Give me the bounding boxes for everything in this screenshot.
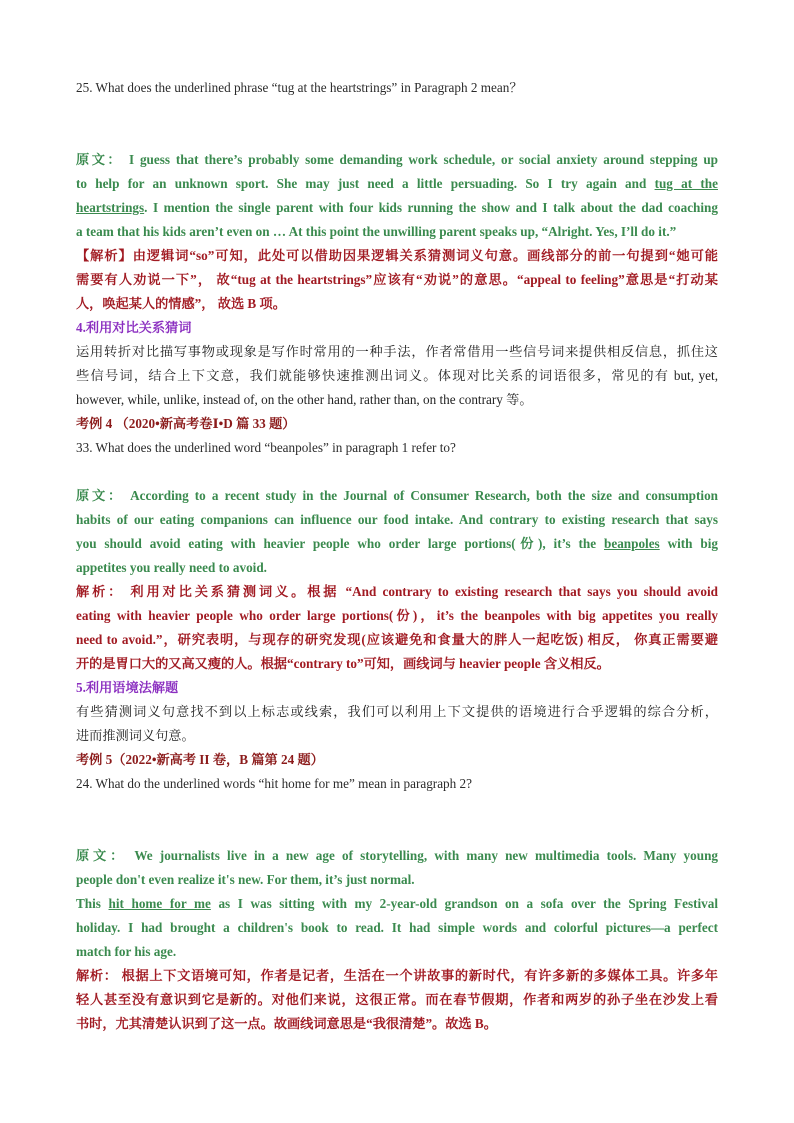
analysis-text-line: 开的是胃口大的又高又瘦的人。根据“contrary to”可知，画线词与 heavier people 含义相反。	[76, 656, 610, 671]
section-heading: 5.利用语境法解题	[76, 680, 179, 695]
question-24-stem: 24. What do the underlined words “hit home for me” mean in paragraph 2?	[76, 776, 472, 791]
analysis-text-line: 需要有人劝说一下”， 故“tug at the heartstrings”应该有“劝说”的意思。“appeal to feeling”意思是“打动某	[76, 272, 718, 287]
source-text-line: 原文： I guess that there’s probably some demanding work schedule, or social anxiety around stepping up	[76, 152, 718, 167]
analysis-text-line: 人，唤起某人的情感”， 故选 B 项。	[76, 296, 286, 311]
analysis-text-line: 书时，尤其清楚认识到了这一点。故画线词意思是“我很清楚”。故选 B。	[76, 1016, 497, 1031]
example-label: 考例 4 （2020•新高考卷Ⅰ•D 篇 33 题）	[76, 416, 296, 431]
example-label: 考例 5（2022•新高考 II 卷，B 篇第 24 题）	[76, 752, 324, 767]
source-text-line: holiday. I had brought a children's book to read. It had simple words and colorful pictures—a perfect	[76, 920, 718, 935]
source-text-line: appetites you really need to avoid.	[76, 560, 267, 575]
source-text-line: match for his age.	[76, 944, 177, 959]
paragraph-line: however, while, unlike, instead of, on the other hand, rather than, on the contrary 等。	[76, 392, 533, 407]
source-text-line: a team that his kids aren’t even on … At this point the unwilling parent speaks up, “Alright. Yes, I’ll do it.”	[76, 224, 677, 239]
source-text-line: habits of our eating companions can influence our food intake. And contrary to existing research that says	[76, 512, 718, 527]
analysis-text-line: need to avoid.”，研究表明，与现存的研究发现(应该避免和食量大的胖人一起吃饭) 相反， 你真正需要避	[76, 632, 718, 647]
question-33-stem: 33. What does the underlined word “beanpoles” in paragraph 1 refer to?	[76, 440, 456, 455]
underlined-phrase: hit home for me	[108, 896, 211, 911]
source-text-line: This hit home for me as I was sitting with my 2-year-old grandson on a sofa over the Spring Festival	[76, 896, 718, 911]
underlined-phrase: beanpoles	[604, 536, 660, 551]
source-text-line: you should avoid eating with heavier people who order large portions(份), it’s the beanpoles with big	[76, 536, 718, 551]
analysis-text-line: eating with heavier people who order large portions(份)，it’s the beanpoles with big appetites you really	[76, 608, 718, 623]
paragraph-line: 些信号词，结合上下文意，我们就能够快速推测出词义。体现对比关系的词语很多，常见的有 but, yet,	[76, 368, 718, 383]
analysis-text-line: 解析： 根据上下文语境可知，作者是记者，生活在一个讲故事的新时代，有许多新的多媒体工具。许多年	[76, 968, 718, 983]
analysis-text-line: 轻人甚至没有意识到它是新的。对他们来说，这很正常。而在春节假期，作者和两岁的孙子坐在沙发上看	[76, 992, 718, 1007]
source-text-line: 原文： We journalists live in a new age of storytelling, with many new multimedia tools. Many young	[76, 848, 718, 863]
analysis-text-line: 【解析】由逻辑词“so”可知，此处可以借助因果逻辑关系猜测词义句意。画线部分的前一句提到“她可能	[76, 248, 718, 263]
underlined-phrase: tug at the	[654, 176, 718, 191]
source-text-line: heartstrings. I mention the single parent with four kids running the show and I talk about the dad coaching	[76, 200, 718, 215]
paragraph-line: 有些猜测词义句意找不到以上标志或线索，我们可以利用上下文提供的语境进行合乎逻辑的综合分析，	[76, 704, 718, 719]
section-heading: 4.利用对比关系猜词	[76, 320, 192, 335]
source-text-line: to help for an unknown sport. She may just need a little persuading. So I try again and tug at the	[76, 176, 718, 191]
underlined-phrase: heartstrings	[76, 200, 145, 215]
paragraph-line: 进而推测词义句意。	[76, 728, 195, 743]
source-text-line: people don't even realize it's new. For them, it’s just normal.	[76, 872, 415, 887]
source-text-line: 原文： According to a recent study in the Journal of Consumer Research, both the size and consumption	[76, 488, 718, 503]
analysis-text-line: 解析： 利用对比关系猜测词义。根据 “And contrary to existing research that says you should avoid	[76, 584, 718, 599]
paragraph-line: 运用转折对比描写事物或现象是写作时常用的一种手法，作者常借用一些信号词来提供相反信息，抓住这	[76, 344, 718, 359]
question-25-stem: 25. What does the underlined phrase “tug at the heartstrings” in Paragraph 2 mean？	[76, 80, 523, 95]
